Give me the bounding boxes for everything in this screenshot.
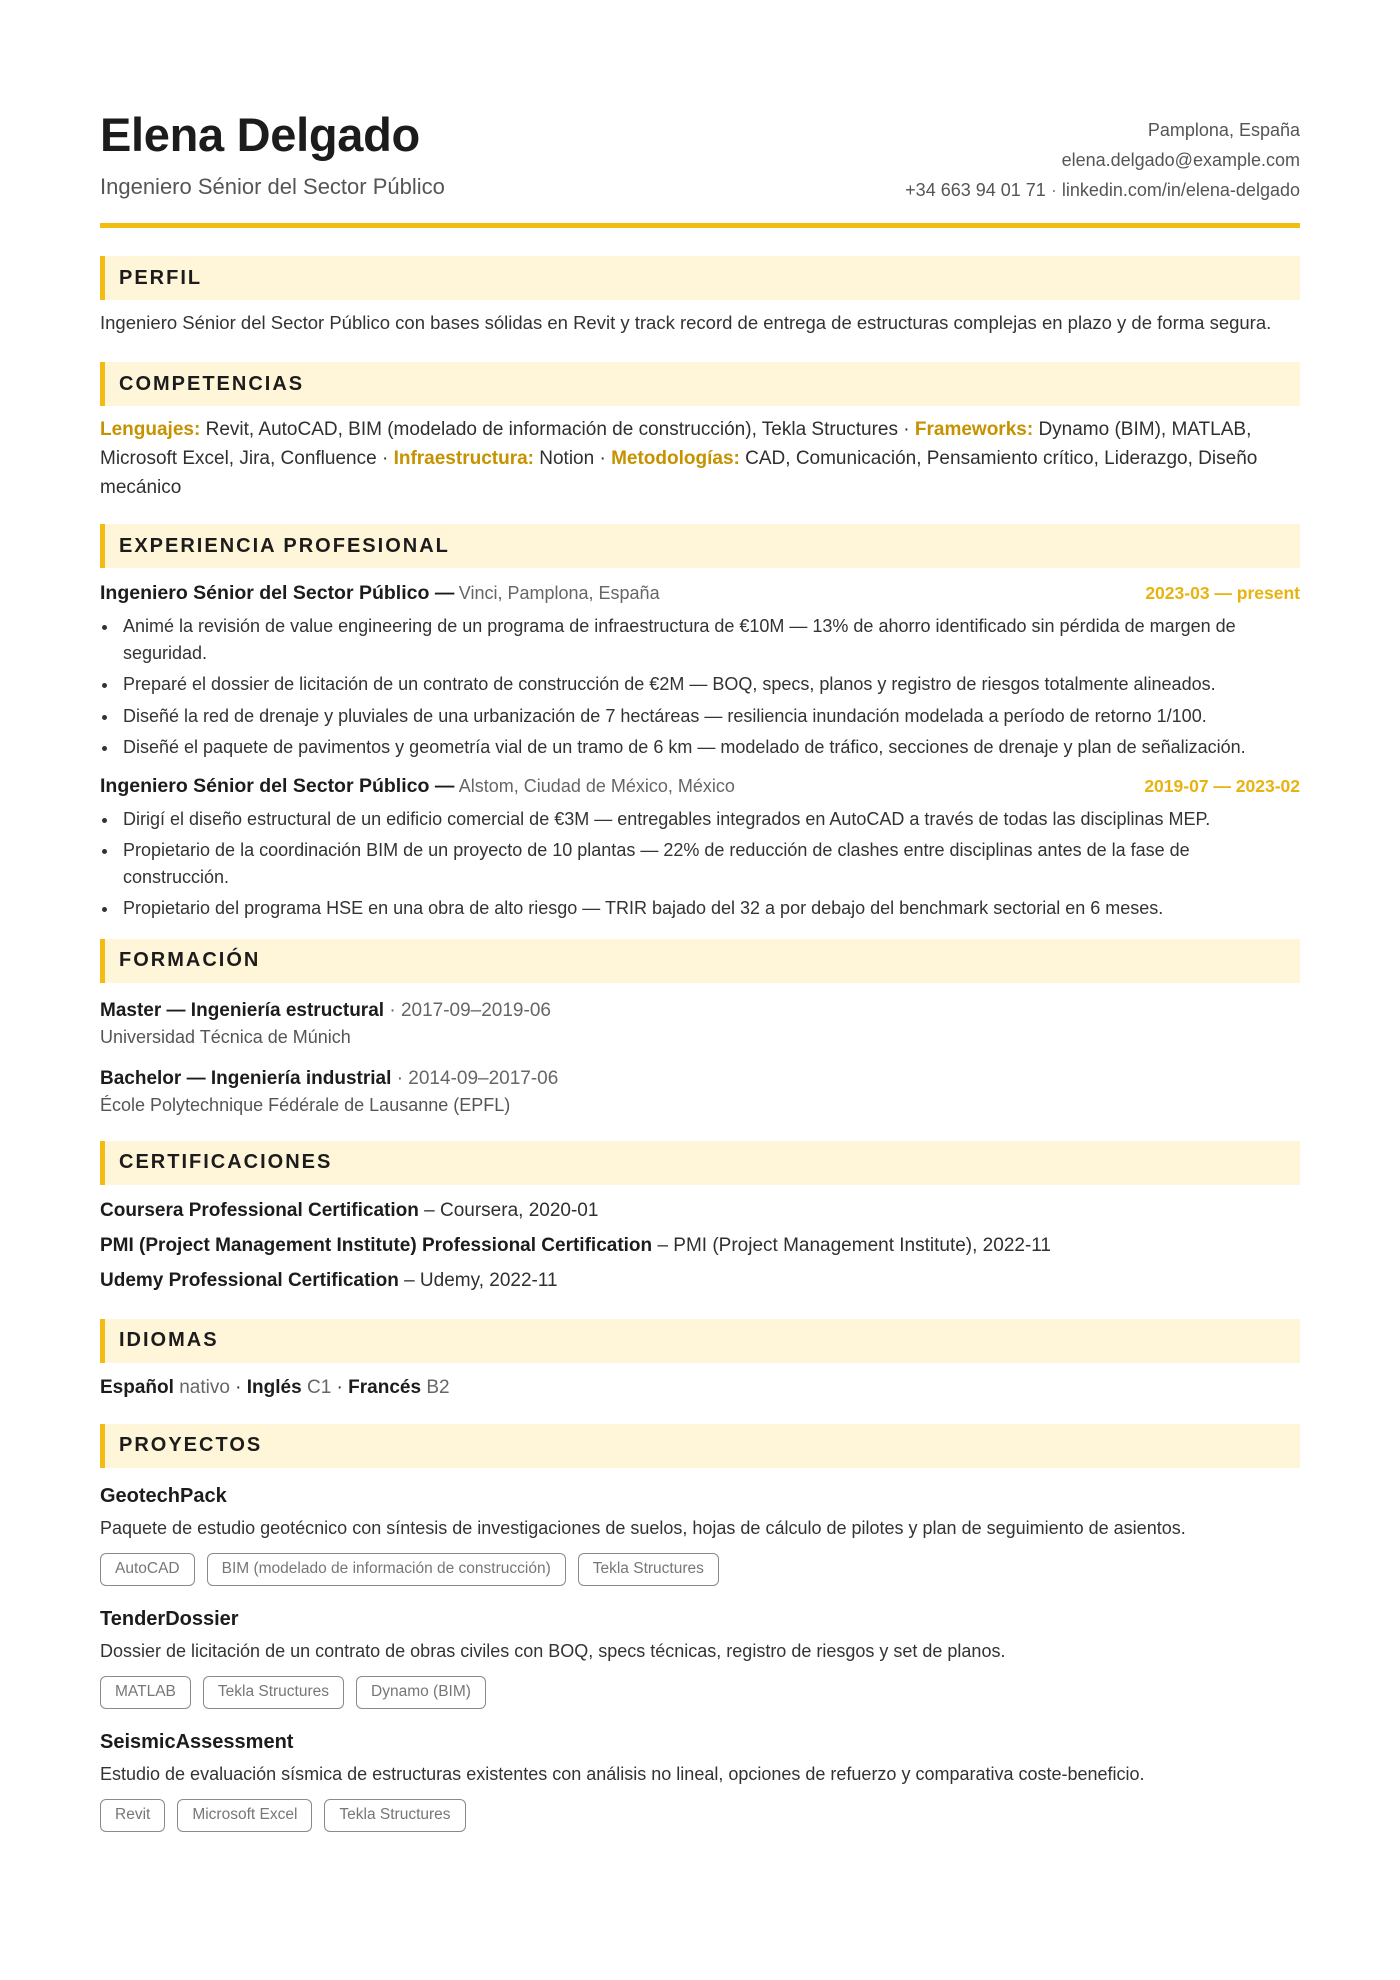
project-description: Estudio de evaluación sísmica de estructuras existentes con análisis no lineal, opciones de refuerzo y comparativa coste-beneficio. — [100, 1763, 1145, 1784]
job-dates: 2019-07 — 2023-02 — [1144, 775, 1300, 796]
skill-group-label: Metodologías: — [611, 448, 740, 469]
separator-dot: · — [396, 1067, 409, 1089]
separator-dot: · — [389, 999, 401, 1021]
job-bullet: Animé la revisión de value engineering de un programa de infraestructura de €10M — 13% de ahorro identificado sin pérdida de margen de seguridad. — [100, 613, 1300, 666]
certification-detail: – PMI (Project Management Institute), 2022-11 — [657, 1234, 1052, 1256]
job-bullets — [100, 806, 1300, 922]
project-tags — [100, 1676, 1300, 1709]
language-name: Inglés — [246, 1376, 302, 1398]
education-degree: Bachelor — Ingeniería industrial — [100, 1067, 392, 1089]
job-bullets — [100, 613, 1300, 761]
language-name: Francés — [348, 1376, 422, 1398]
job-bullet: Propietario de la coordinación BIM de un proyecto de 10 plantas — 22% de reducción de clashes entre disciplinas antes de la fase de construcción. — [100, 837, 1300, 890]
education-degree: Master — Ingeniería estructural — [100, 999, 385, 1021]
tag-chip: Tekla Structures — [324, 1799, 465, 1832]
project-entry — [100, 1728, 1300, 1832]
project-name: GeotechPack — [100, 1484, 227, 1507]
separator-dot: · — [235, 1376, 247, 1398]
separator-dot: · — [903, 419, 915, 440]
job-header — [100, 775, 1300, 798]
job-bullet: Preparé el dossier de licitación de un contrato de construcción de €2M — BOQ, specs, planos y registro de riesgos totalmente alineados. — [100, 671, 1300, 698]
education-dates: 2017-09–2019-06 — [400, 999, 551, 1021]
section-title-skills: COMPETENCIAS — [100, 362, 1300, 406]
section-title-education: FORMACIÓN — [100, 939, 1300, 983]
project-description: Dossier de licitación de un contrato de obras civiles con BOQ, specs técnicas, registro de riesgos y set de planos. — [100, 1640, 1006, 1661]
project-name: SeismicAssessment — [100, 1730, 294, 1753]
job-header — [100, 582, 1300, 605]
skill-group-items: CAD, Comunicación, Pensamiento crítico, Liderazgo, Diseño mecánico — [100, 448, 1258, 498]
tag-chip: AutoCAD — [100, 1553, 195, 1586]
separator-dot: · — [1050, 180, 1062, 200]
education-entry — [100, 997, 1300, 1050]
tag-chip: BIM (modelado de información de construcción) — [207, 1553, 566, 1586]
contact-phone[interactable]: +34 663 94 01 71 — [905, 180, 1046, 200]
certification-detail: – Coursera, 2020-01 — [424, 1199, 599, 1221]
project-tags — [100, 1553, 1300, 1586]
certification-item — [100, 1228, 1300, 1263]
tag-chip: Revit — [100, 1799, 165, 1832]
skill-group-items: Notion — [539, 448, 595, 469]
section-title-certifications: CERTIFICACIONES — [100, 1141, 1300, 1185]
contact-linkedin[interactable]: linkedin.com/in/elena-delgado — [1061, 180, 1300, 200]
job-organization: Vinci, Pamplona, España — [458, 583, 660, 603]
section-title-languages: IDIOMAS — [100, 1319, 1300, 1363]
job-dates: 2023-03 — present — [1145, 583, 1300, 603]
skills-text — [100, 415, 1300, 502]
job-bullet: Dirigí el diseño estructural de un edificio comercial de €3M — entregables integrados en AutoCAD a través de todas las disciplinas MEP. — [100, 806, 1300, 833]
education-entry — [100, 1065, 1300, 1118]
resume-header — [100, 110, 1300, 228]
job-organization: Alstom, Ciudad de México, México — [458, 775, 735, 796]
project-entry — [100, 1605, 1300, 1709]
skill-group-label: Lenguajes: — [100, 419, 201, 440]
contact-block — [905, 115, 1300, 205]
certification-name: Udemy Professional Certification — [100, 1269, 399, 1291]
education-school: École Polytechnique Fédérale de Lausanne (EPFL) — [100, 1094, 511, 1115]
project-entry — [100, 1482, 1300, 1586]
candidate-name: Elena Delgado — [100, 108, 420, 161]
candidate-headline: Ingeniero Sénior del Sector Público — [100, 174, 445, 199]
job-bullet: Diseñé el paquete de pavimentos y geometría vial de un tramo de 6 km — modelado de tráfico, secciones de drenaje y plan de señalización. — [100, 734, 1300, 761]
certification-name: Coursera Professional Certification — [100, 1199, 419, 1221]
language-name: Español — [100, 1376, 174, 1398]
certification-item — [100, 1193, 1300, 1228]
tag-chip: Dynamo (BIM) — [356, 1676, 486, 1709]
project-tags — [100, 1799, 1300, 1832]
contact-email[interactable]: elena.delgado@example.com — [1061, 150, 1300, 170]
education-dates: 2014-09–2017-06 — [408, 1067, 559, 1089]
tag-chip: MATLAB — [100, 1676, 191, 1709]
identity-block — [100, 110, 445, 200]
skill-group-items: Revit, AutoCAD, BIM (modelado de información de construcción), Tekla Structures — [205, 419, 898, 440]
job-bullet: Propietario del programa HSE en una obra de alto riesgo — TRIR bajado del 32 a por debajo del benchmark sectorial en 6 meses. — [100, 895, 1300, 922]
separator-dot: · — [336, 1376, 349, 1398]
job-entry — [100, 582, 1300, 761]
contact-phone-linkedin — [905, 175, 1300, 205]
language-level: nativo — [179, 1376, 230, 1398]
job-entry — [100, 775, 1300, 922]
certification-item — [100, 1263, 1300, 1298]
separator-dot: · — [381, 448, 394, 469]
education-school: Universidad Técnica de Múnich — [100, 1026, 351, 1047]
tag-chip: Tekla Structures — [578, 1553, 719, 1586]
certification-detail: – Udemy, 2022-11 — [404, 1269, 558, 1291]
certifications-list — [100, 1193, 1300, 1298]
separator-dot: · — [599, 448, 612, 469]
certification-name: PMI (Project Management Institute) Professional Certification — [100, 1234, 653, 1256]
section-title-profile: PERFIL — [100, 256, 1300, 300]
skill-group-label: Infraestructura: — [393, 448, 534, 469]
section-title-experience: EXPERIENCIA PROFESIONAL — [100, 524, 1300, 568]
project-description: Paquete de estudio geotécnico con síntesis de investigaciones de suelos, hojas de cálculo de pilotes y plan de seguimiento de asientos. — [100, 1517, 1186, 1538]
languages-line — [100, 1377, 1300, 1399]
tag-chip: Microsoft Excel — [177, 1799, 312, 1832]
job-bullet: Diseñé la red de drenaje y pluviales de una urbanización de 7 hectáreas — resiliencia inundación modelada a período de retorno 1/100. — [100, 703, 1300, 730]
contact-location: Pamplona, España — [1147, 120, 1300, 140]
project-name: TenderDossier — [100, 1607, 239, 1630]
section-title-projects: PROYECTOS — [100, 1424, 1300, 1468]
skill-group-label: Frameworks: — [914, 419, 1034, 440]
skill-group-items: Dynamo (BIM), MATLAB, Microsoft Excel, Jira, Confluence — [100, 419, 1252, 469]
job-role: Ingeniero Sénior del Sector Público — — [100, 774, 455, 797]
language-level: C1 — [306, 1376, 332, 1398]
job-role: Ingeniero Sénior del Sector Público — — [100, 582, 455, 604]
profile-text: Ingeniero Sénior del Sector Público con bases sólidas en Revit y track record de entrega de estructuras complejas en plazo y de forma segura. — [100, 312, 1272, 333]
language-level: B2 — [426, 1376, 450, 1398]
tag-chip: Tekla Structures — [203, 1676, 344, 1709]
